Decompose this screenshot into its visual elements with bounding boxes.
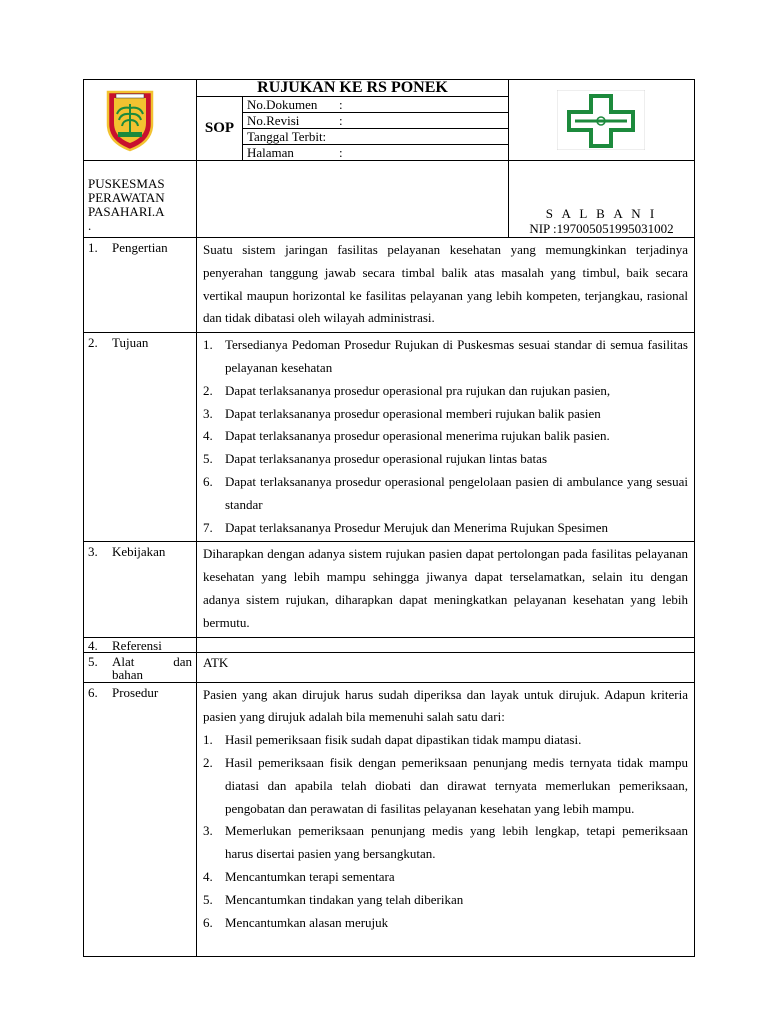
list-item: 6. Mencantumkan alasan merujuk xyxy=(203,914,389,930)
meta-tanggal-terbit: Tanggal Terbit: xyxy=(243,129,508,145)
list-item: 7. Dapat terlaksananya Prosedur Merujuk dan Menerima Rujukan Spesimen xyxy=(203,519,609,535)
sop-label: SOP xyxy=(197,97,243,160)
list-item: 3. Memerlukan pemeriksaan penunjang medis yang lebih lengkap, tetapi pemeriksaan harus disertai pasien yang bersangkutan. xyxy=(203,823,688,862)
content-prosedur: Pasien yang akan dirujuk harus sudah diperiksa dan layak untuk dirujuk. Adapun kriteria pasien yang dirujuk adalah bila memenuhi salah satu dari: 1. Hasil pemeriksaan fisik sudah dapat dipastikan tidak mampu diatasi. 2. Hasil pemeriksaan fisik dengan pemeriksaan penunjang medis ternyata tidak mampu diatasi dan apabila telah diobati dan dirawat ternyata memerlukan pemeriksaan, pengobatan dan perawatan di fasilitas pelayanan kesehatan yang lebih mampu. 3. Memerlukan pemeriksaan penunjang medis yang lebih lengkap, tetapi pemeriksaan harus disertai pasien yang bersangkutan. 4. Mencantumkan terapi sementara 5. Mencantumkan tindakan yang telah diberikan 6. Mencantumkan alasan merujuk xyxy=(197,682,695,956)
list-item: 2. Hasil pemeriksaan fisik dengan pemeriksaan penunjang medis ternyata tidak mampu diatasi dan apabila telah diobati dan dirawat ternyata memerlukan pemeriksaan, pengobatan dan perawatan di fasilitas pelayanan kesehatan yang lebih mampu. xyxy=(203,754,688,816)
list-item: 2. Dapat terlaksananya prosedur operasional pra rujukan dan rujukan pasien, xyxy=(203,382,611,398)
signer-name: S A L B A N I xyxy=(545,206,658,221)
content-tujuan xyxy=(197,333,695,542)
label-tujuan: 2. Tujuan xyxy=(84,333,197,542)
label-alat-bahan: 5. Alat dan bahan xyxy=(84,652,197,682)
label-prosedur: 6. Prosedur xyxy=(84,682,197,956)
content-pengertian: Suatu sistem jaringan fasilitas pelayanan kesehatan yang memungkinkan terjadinya penyerahan tanggung jawab secara timbal balik atas masalah yang timbul, baik secara vertikal maupun horizontal ke fasilitas pelayanan yang lebih kompeten, terjangkau, rasional dan tidak dibatasi oleh wilayah administrasi. xyxy=(197,238,695,333)
label-pengertian: 1. Pengertian xyxy=(84,238,197,333)
content-alat-bahan: ATK xyxy=(197,652,695,682)
document-title: RUJUKAN KE RS PONEK xyxy=(197,80,508,97)
meta-no-dokumen: No.Dokumen : xyxy=(243,97,508,113)
signer-nip: NIP :197005051995031002 xyxy=(529,221,674,236)
list-item: 6. Dapat terlaksananya prosedur operasional pengelolaan pasien di ambulance yang sesuai standar xyxy=(203,473,688,512)
list-item: 4. Dapat terlaksananya prosedur operasional menerima rujukan balik pasien. xyxy=(203,428,610,444)
left-logo-cell xyxy=(84,80,197,161)
content-referensi xyxy=(197,637,695,652)
list-item: 3. Dapat terlaksananya prosedur operasional memberi rujukan balik pasien xyxy=(203,405,601,421)
sop-table xyxy=(83,79,695,957)
list-item: 1. Tersedianya Pedoman Prosedur Rujukan di Puskesmas sesuai standar di semua fasilitas pelayanan kesehatan xyxy=(203,337,688,375)
document-meta xyxy=(243,97,508,160)
right-logo-cell xyxy=(509,80,695,161)
signature-cell xyxy=(509,161,695,238)
list-item: 4. Mencantumkan terapi sementara xyxy=(203,868,395,884)
list-item: 1. Hasil pemeriksaan fisik sudah dapat dipastikan tidak mampu diatasi. xyxy=(203,732,582,748)
label-referensi: 4. Referensi xyxy=(84,637,197,652)
puskesmas-cross-icon xyxy=(557,90,645,150)
label-kebijakan: 3. Kebijakan xyxy=(84,542,197,637)
list-item: 5. Mencantumkan tindakan yang telah diberikan xyxy=(203,891,464,907)
content-kebijakan: Diharapkan dengan adanya sistem rujukan pasien dapat pertolongan pada fasilitas pelayanan kesehatan yang lebih mampu sehingga jiwanya dapat terselamatkan, selain itu dengan adanya sistem rujukan, diharapkan dapat meningkatkan pelayanan kesehatan yang lebih bermutu. xyxy=(197,542,695,637)
meta-halaman: Halaman : xyxy=(247,145,343,160)
blank-cell xyxy=(197,161,509,238)
org-name: PUSKESMAS PERAWATAN PASAHARI.A . xyxy=(84,161,197,238)
regional-emblem-icon xyxy=(105,88,155,152)
meta-no-revisi: No.Revisi : xyxy=(243,113,508,129)
list-item: 5. Dapat terlaksananya prosedur operasional rujukan lintas batas xyxy=(203,451,547,467)
sop-document xyxy=(83,79,694,957)
sop-header-cell xyxy=(197,80,509,161)
